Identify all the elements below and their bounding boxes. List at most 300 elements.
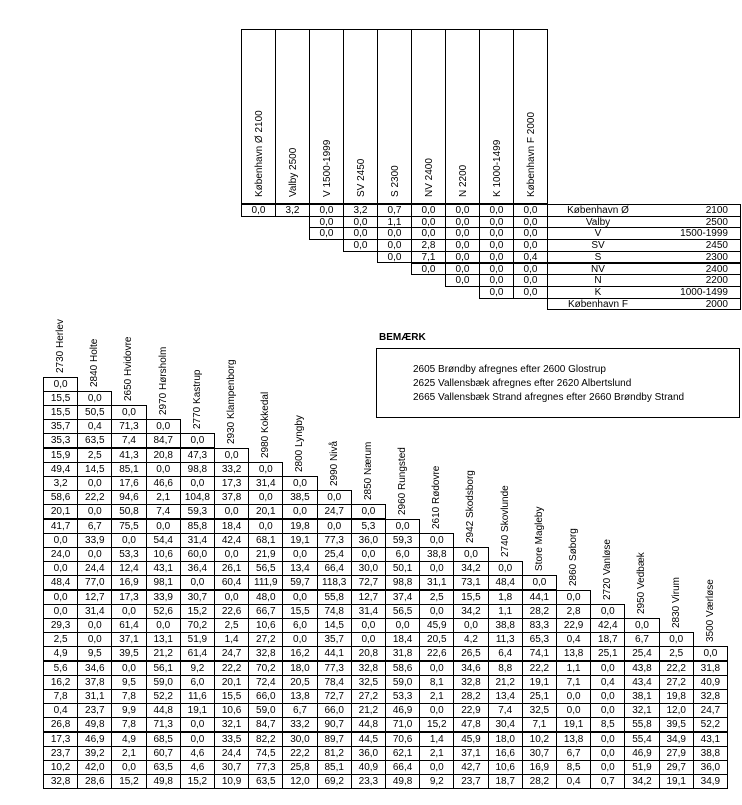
bottom-cell: 36,4 — [180, 561, 215, 576]
bottom-header-12: 2610 Rødovre — [431, 465, 443, 529]
bottom-cell: 0,4 — [556, 632, 591, 647]
bottom-cell: 15,5 — [43, 405, 78, 420]
bottom-cell: 6,7 — [556, 746, 591, 761]
bottom-cell: 59,0 — [146, 675, 181, 690]
bottom-cell: 9,5 — [77, 646, 112, 661]
top-header-9 — [513, 29, 548, 204]
bottom-cell: 31,1 — [77, 689, 112, 704]
bottom-cell: 0,0 — [693, 646, 728, 661]
bottom-cell: 12,7 — [77, 590, 112, 605]
bottom-cell: 7,4 — [488, 703, 523, 718]
bottom-cell: 34,2 — [453, 604, 488, 619]
top-cell: 1,1 — [377, 216, 412, 229]
bottom-cell: 62,1 — [385, 746, 420, 761]
bottom-cell: 32,8 — [248, 646, 283, 661]
top-header-7 — [445, 29, 480, 204]
bottom-cell: 49,8 — [385, 774, 420, 789]
bottom-cell: 24,7 — [317, 504, 352, 519]
bottom-cell: 59,7 — [282, 575, 317, 590]
top-cell: 0,0 — [513, 263, 548, 276]
top-cell: 0,0 — [479, 251, 514, 264]
bottom-cell: 32,8 — [351, 661, 386, 676]
bottom-cell: 90,7 — [317, 717, 352, 732]
bottom-cell: 0,0 — [77, 632, 112, 647]
bottom-cell: 0,0 — [248, 519, 283, 534]
bottom-header-15: Store Magleby — [533, 506, 545, 572]
bottom-cell: 0,4 — [556, 774, 591, 789]
bottom-cell: 2,1 — [419, 746, 454, 761]
bottom-cell: 23,7 — [43, 746, 78, 761]
top-cell: 0,0 — [513, 216, 548, 229]
bottom-cell: 0,0 — [282, 547, 317, 562]
bottom-cell: 46,9 — [77, 732, 112, 747]
bottom-cell: 85,1 — [317, 760, 352, 775]
bottom-cell: 23,7 — [453, 774, 488, 789]
bottom-cell: 32,5 — [351, 675, 386, 690]
bottom-cell: 38,8 — [693, 746, 728, 761]
bottom-cell: 72,7 — [351, 575, 386, 590]
bottom-cell: 44,5 — [351, 732, 386, 747]
bottom-cell: 20,1 — [214, 675, 249, 690]
bottom-cell: 61,4 — [111, 618, 146, 633]
top-cell: 3,2 — [343, 204, 378, 217]
bottom-cell: 25,1 — [522, 689, 557, 704]
bottom-cell: 34,9 — [693, 774, 728, 789]
bottom-cell: 33,5 — [214, 732, 249, 747]
bottom-cell: 11,3 — [488, 632, 523, 647]
bottom-cell: 7,8 — [111, 689, 146, 704]
top-cell: 0,0 — [411, 227, 446, 240]
bottom-cell: 0,0 — [556, 590, 591, 605]
bottom-cell: 22,2 — [214, 661, 249, 676]
bottom-cell: 12,7 — [351, 590, 386, 605]
bottom-cell: 16,9 — [111, 575, 146, 590]
bottom-cell: 22,2 — [659, 661, 694, 676]
bottom-cell: 7,8 — [43, 689, 78, 704]
bottom-cell: 11,6 — [180, 689, 215, 704]
bottom-cell: 0,0 — [282, 590, 317, 605]
bottom-cell: 56,5 — [385, 604, 420, 619]
bottom-cell: 33,2 — [214, 462, 249, 477]
bottom-cell: 70,2 — [248, 661, 283, 676]
top-cell: 0,0 — [479, 227, 514, 240]
bottom-cell: 10,6 — [248, 618, 283, 633]
top-header-text: SV 2450 — [356, 158, 367, 197]
top-cell: 0,0 — [445, 251, 480, 264]
bottom-cell: 104,8 — [180, 490, 215, 505]
bottom-cell: 0,0 — [214, 504, 249, 519]
bottom-cell: 98,8 — [385, 575, 420, 590]
bottom-cell: 0,0 — [419, 604, 454, 619]
bottom-cell: 15,2 — [111, 774, 146, 789]
bottom-cell: 0,0 — [111, 533, 146, 548]
bottom-cell: 42,4 — [214, 533, 249, 548]
bottom-cell: 30,7 — [522, 746, 557, 761]
bottom-cell: 26,1 — [214, 561, 249, 576]
bottom-cell: 24,4 — [77, 561, 112, 576]
top-header-6 — [411, 29, 446, 204]
note-line-2: 2625 Vallensbæk afregnes efter 2620 Albertslund — [413, 378, 632, 389]
bottom-cell: 0,0 — [590, 604, 625, 619]
bottom-cell: 23,7 — [77, 703, 112, 718]
bottom-cell: 4,9 — [111, 732, 146, 747]
top-row-code: 1500-1999 — [680, 228, 728, 240]
bottom-cell: 40,9 — [351, 760, 386, 775]
bottom-cell: 0,0 — [385, 618, 420, 633]
top-cell: 0,0 — [241, 204, 276, 217]
bottom-cell: 4,9 — [43, 646, 78, 661]
bottom-cell: 37,8 — [77, 675, 112, 690]
bottom-cell: 0,0 — [351, 547, 386, 562]
bottom-cell: 0,0 — [111, 661, 146, 676]
bottom-cell: 77,3 — [248, 760, 283, 775]
top-header-3 — [309, 29, 344, 204]
bottom-cell: 50,5 — [77, 405, 112, 420]
bottom-cell: 0,0 — [111, 760, 146, 775]
top-cell: 0,0 — [377, 239, 412, 252]
bottom-cell: 42,0 — [77, 760, 112, 775]
bottom-cell: 2,5 — [43, 632, 78, 647]
bottom-cell: 28,2 — [522, 774, 557, 789]
bottom-cell: 74,8 — [317, 604, 352, 619]
bottom-cell: 31,8 — [385, 646, 420, 661]
top-header-text: K 1000-1499 — [492, 139, 503, 197]
bottom-cell: 34,6 — [453, 661, 488, 676]
bottom-cell: 21,2 — [351, 703, 386, 718]
top-row-code: 2450 — [705, 240, 728, 252]
top-cell: 7,1 — [411, 251, 446, 264]
bottom-cell: 9,5 — [111, 675, 146, 690]
top-cell: 0,0 — [411, 204, 446, 217]
bottom-cell: 49,4 — [43, 462, 78, 477]
bottom-cell: 66,7 — [248, 604, 283, 619]
top-header-text: København F 2000 — [526, 111, 537, 197]
bottom-header-3: 2650 Hvidovre — [123, 336, 135, 401]
bottom-cell: 13,1 — [146, 632, 181, 647]
bottom-cell: 0,0 — [659, 632, 694, 647]
bottom-cell: 78,4 — [317, 675, 352, 690]
top-cell: 0,0 — [513, 274, 548, 287]
bottom-cell: 31,1 — [419, 575, 454, 590]
bottom-cell: 55,4 — [624, 732, 659, 747]
bottom-cell: 0,0 — [111, 405, 146, 420]
top-row-code: 2200 — [705, 275, 728, 287]
bottom-cell: 85,1 — [111, 462, 146, 477]
bottom-header-7: 2980 Kokkedal — [260, 391, 272, 458]
bottom-cell: 77,0 — [77, 575, 112, 590]
bottom-cell: 13,8 — [556, 732, 591, 747]
bottom-cell: 0,0 — [453, 618, 488, 633]
bottom-cell: 69,2 — [317, 774, 352, 789]
bottom-cell: 6,7 — [624, 632, 659, 647]
top-header-text: Valby 2500 — [288, 147, 299, 197]
bottom-cell: 15,2 — [180, 604, 215, 619]
bottom-cell: 36,0 — [351, 746, 386, 761]
bottom-cell: 28,2 — [522, 604, 557, 619]
top-header-text: NV 2400 — [424, 158, 435, 197]
bottom-cell: 2,8 — [556, 604, 591, 619]
bottom-cell: 1,1 — [556, 661, 591, 676]
bottom-header-18: 2950 Vedbæk — [636, 552, 648, 614]
bottom-cell: 0,0 — [590, 760, 625, 775]
bottom-header-5: 2770 Kastrup — [191, 369, 203, 430]
bottom-cell: 33,2 — [282, 717, 317, 732]
bottom-cell: 44,1 — [317, 646, 352, 661]
bottom-cell: 38,5 — [282, 490, 317, 505]
bottom-cell: 16,2 — [282, 646, 317, 661]
bottom-cell: 18,7 — [488, 774, 523, 789]
bottom-cell: 0,0 — [146, 462, 181, 477]
bottom-cell: 22,9 — [556, 618, 591, 633]
bottom-cell: 6,7 — [282, 703, 317, 718]
bottom-cell: 2,5 — [77, 448, 112, 463]
bottom-cell: 20,8 — [146, 448, 181, 463]
bottom-cell: 22,2 — [77, 490, 112, 505]
bottom-header-11: 2960 Rungsted — [397, 446, 408, 515]
bottom-cell: 27,2 — [351, 689, 386, 704]
top-cell: 0,0 — [343, 239, 378, 252]
bottom-header-14: 2740 Skovlunde — [499, 485, 511, 558]
bottom-cell: 63,5 — [248, 774, 283, 789]
top-header-5 — [377, 29, 412, 204]
bottom-cell: 30,7 — [214, 760, 249, 775]
bottom-cell: 0,0 — [419, 561, 454, 576]
top-header-text: S 2300 — [390, 165, 401, 197]
bottom-header-1: 2730 Herlev — [55, 318, 66, 373]
bottom-cell: 48,4 — [488, 575, 523, 590]
bottom-cell: 19,1 — [556, 717, 591, 732]
bottom-cell: 0,0 — [146, 419, 181, 434]
bottom-cell: 0,0 — [522, 575, 557, 590]
top-cell: 0,0 — [445, 227, 480, 240]
bottom-cell: 2,5 — [214, 618, 249, 633]
bottom-cell: 43,1 — [146, 561, 181, 576]
bottom-cell: 13,4 — [488, 689, 523, 704]
bottom-cell: 1,4 — [214, 632, 249, 647]
bottom-cell: 27,2 — [248, 632, 283, 647]
bottom-cell: 15,5 — [214, 689, 249, 704]
bottom-cell: 21,2 — [146, 646, 181, 661]
bottom-cell: 18,0 — [488, 732, 523, 747]
bottom-cell: 4,6 — [180, 760, 215, 775]
bottom-cell: 2,1 — [419, 689, 454, 704]
bottom-cell: 1,4 — [419, 732, 454, 747]
top-row-name: København Ø — [567, 205, 629, 216]
bottom-cell: 19,1 — [659, 774, 694, 789]
bottom-cell: 66,4 — [317, 561, 352, 576]
bottom-cell: 25,1 — [590, 646, 625, 661]
bottom-cell: 74,1 — [522, 646, 557, 661]
bottom-cell: 21,9 — [248, 547, 283, 562]
bottom-cell: 52,2 — [693, 717, 728, 732]
bottom-cell: 58,6 — [43, 490, 78, 505]
bottom-cell: 66,0 — [248, 689, 283, 704]
bottom-cell: 0,0 — [453, 547, 488, 562]
top-cell: 0,0 — [479, 274, 514, 287]
bottom-cell: 0,0 — [419, 760, 454, 775]
bottom-cell: 16,6 — [488, 746, 523, 761]
bottom-cell: 28,2 — [453, 689, 488, 704]
bottom-cell: 6,7 — [77, 519, 112, 534]
bottom-cell: 61,4 — [180, 646, 215, 661]
bottom-cell: 52,2 — [146, 689, 181, 704]
bottom-cell: 35,3 — [43, 433, 78, 448]
bottom-cell: 68,5 — [146, 732, 181, 747]
bottom-cell: 2,1 — [146, 490, 181, 505]
top-cell: 0,0 — [479, 263, 514, 276]
bottom-cell: 60,7 — [146, 746, 181, 761]
bottom-cell: 65,3 — [522, 632, 557, 647]
top-row-code: 1000-1499 — [680, 286, 728, 298]
bottom-cell: 0,0 — [77, 504, 112, 519]
top-cell: 0,0 — [445, 263, 480, 276]
bottom-cell: 36,0 — [693, 760, 728, 775]
bottom-cell: 55,8 — [624, 717, 659, 732]
bottom-cell: 15,9 — [43, 448, 78, 463]
bottom-cell: 12,4 — [111, 561, 146, 576]
bottom-header-16: 2860 Søborg — [568, 527, 579, 586]
bottom-cell: 0,0 — [590, 661, 625, 676]
bottom-cell: 31,4 — [248, 476, 283, 491]
bottom-cell: 17,3 — [43, 732, 78, 747]
bottom-cell: 0,0 — [146, 618, 181, 633]
top-row-code: 2300 — [705, 251, 728, 263]
bottom-cell: 34,2 — [453, 561, 488, 576]
bottom-cell: 19,1 — [180, 703, 215, 718]
bottom-cell: 68,1 — [248, 533, 283, 548]
bottom-cell: 0,4 — [77, 419, 112, 434]
bottom-cell: 37,1 — [453, 746, 488, 761]
bottom-cell: 5,3 — [351, 519, 386, 534]
top-cell: 0,0 — [479, 204, 514, 217]
note-title: BEMÆRK — [379, 332, 426, 343]
bottom-cell: 0,0 — [43, 604, 78, 619]
bottom-cell: 0,0 — [385, 519, 420, 534]
bottom-cell: 10,2 — [43, 760, 78, 775]
bottom-cell: 15,5 — [282, 604, 317, 619]
bottom-cell: 17,6 — [111, 476, 146, 491]
bottom-cell: 0,0 — [282, 476, 317, 491]
bottom-cell: 23,3 — [351, 774, 386, 789]
bottom-cell: 19,1 — [282, 533, 317, 548]
bottom-cell: 37,8 — [214, 490, 249, 505]
top-cell: 0,0 — [445, 204, 480, 217]
bottom-cell: 8,8 — [488, 661, 523, 676]
bottom-cell: 15,5 — [43, 391, 78, 406]
top-cell: 0,0 — [343, 227, 378, 240]
bottom-cell: 30,7 — [180, 590, 215, 605]
bottom-cell: 0,0 — [77, 476, 112, 491]
bottom-cell: 0,0 — [214, 547, 249, 562]
bottom-cell: 0,0 — [419, 533, 454, 548]
bottom-cell: 31,4 — [77, 604, 112, 619]
bottom-cell: 0,0 — [351, 504, 386, 519]
bottom-cell: 7,8 — [111, 717, 146, 732]
top-cell: 0,0 — [479, 286, 514, 299]
top-cell: 0,0 — [309, 204, 344, 217]
bottom-cell: 24,4 — [214, 746, 249, 761]
top-cell: 0,0 — [411, 263, 446, 276]
bottom-cell: 25,8 — [282, 760, 317, 775]
bottom-cell: 10,6 — [488, 760, 523, 775]
bottom-cell: 8,5 — [556, 760, 591, 775]
bottom-cell: 10,6 — [214, 703, 249, 718]
top-header-1 — [241, 29, 276, 204]
top-cell: 2,8 — [411, 239, 446, 252]
top-cell: 0,0 — [377, 251, 412, 264]
bottom-cell: 0,0 — [590, 732, 625, 747]
bottom-cell: 0,0 — [111, 604, 146, 619]
bottom-cell: 31,4 — [180, 533, 215, 548]
bottom-cell: 53,3 — [111, 547, 146, 562]
bottom-cell: 13,8 — [556, 646, 591, 661]
bottom-cell: 0,0 — [351, 632, 386, 647]
bottom-cell: 0,0 — [77, 618, 112, 633]
bottom-cell: 43,8 — [624, 661, 659, 676]
bottom-cell: 56,1 — [146, 661, 181, 676]
bottom-cell: 18,7 — [590, 632, 625, 647]
bottom-cell: 84,7 — [248, 717, 283, 732]
bottom-cell: 20,5 — [282, 675, 317, 690]
bottom-cell: 38,8 — [419, 547, 454, 562]
bottom-cell: 48,4 — [43, 575, 78, 590]
bottom-cell: 59,3 — [385, 533, 420, 548]
bottom-cell: 10,6 — [146, 547, 181, 562]
top-row-name: København F — [567, 298, 629, 310]
bottom-cell: 15,5 — [453, 590, 488, 605]
bottom-cell: 27,9 — [659, 746, 694, 761]
bottom-cell: 0,0 — [590, 703, 625, 718]
bottom-cell: 33,9 — [77, 533, 112, 548]
bottom-cell: 0,0 — [282, 632, 317, 647]
bottom-cell: 35,7 — [317, 632, 352, 647]
top-row-code: 2400 — [705, 263, 728, 275]
bottom-cell: 1,8 — [488, 590, 523, 605]
bottom-cell: 0,7 — [590, 774, 625, 789]
bottom-cell: 27,2 — [659, 675, 694, 690]
top-cell: 0,0 — [445, 274, 480, 287]
bottom-cell: 94,6 — [111, 490, 146, 505]
top-cell: 0,0 — [343, 216, 378, 229]
bottom-cell: 84,7 — [146, 433, 181, 448]
bottom-cell: 31,8 — [693, 661, 728, 676]
bottom-cell: 30,0 — [282, 732, 317, 747]
bottom-cell: 77,3 — [317, 661, 352, 676]
bottom-cell: 0,0 — [180, 476, 215, 491]
bottom-cell: 0,0 — [419, 703, 454, 718]
bottom-cell: 24,7 — [214, 646, 249, 661]
bottom-cell: 4,6 — [180, 746, 215, 761]
bottom-cell: 32,8 — [453, 675, 488, 690]
bottom-cell: 0,0 — [180, 732, 215, 747]
bottom-cell: 16,2 — [43, 675, 78, 690]
bottom-cell: 8,1 — [419, 675, 454, 690]
top-header-8 — [479, 29, 514, 204]
bottom-header-4: 2970 Hørsholm — [157, 346, 169, 416]
bottom-cell: 19,8 — [282, 519, 317, 534]
bottom-cell: 63,5 — [77, 433, 112, 448]
bottom-cell: 19,1 — [522, 675, 557, 690]
bottom-cell: 0,0 — [214, 448, 249, 463]
bottom-cell: 6,0 — [180, 675, 215, 690]
bottom-cell: 0,0 — [214, 590, 249, 605]
bottom-cell: 29,3 — [43, 618, 78, 633]
bottom-cell: 31,4 — [351, 604, 386, 619]
bottom-cell: 50,1 — [385, 561, 420, 576]
bottom-header-13: 2942 Skodsborg — [465, 470, 477, 543]
bottom-cell: 98,8 — [180, 462, 215, 477]
bottom-cell: 70,6 — [385, 732, 420, 747]
